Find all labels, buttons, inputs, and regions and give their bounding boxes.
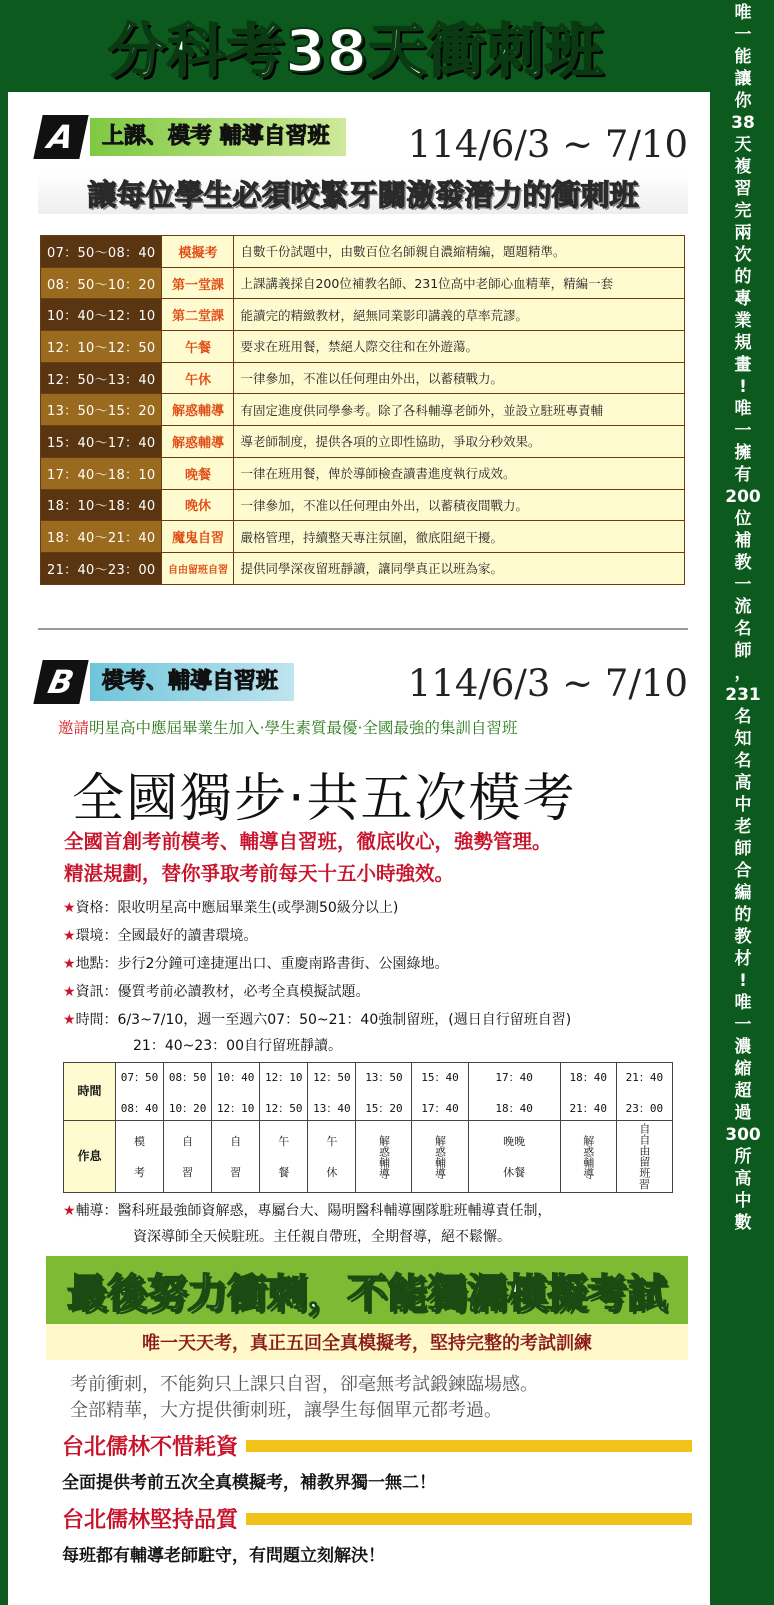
schedule-row [41, 457, 685, 489]
grid-time-cell [468, 1063, 560, 1121]
banner-bar [246, 1440, 692, 1452]
schedule-row [41, 331, 685, 363]
schedule-label: 第二堂課 [162, 299, 234, 331]
bullet-location [63, 953, 448, 973]
schedule-time: 12：10～12：50 [41, 331, 162, 363]
side-text-char: 合 [734, 861, 752, 881]
bullet-tutoring [63, 1200, 552, 1220]
daily-schedule-table [40, 235, 685, 585]
side-text-char: 畫 [734, 355, 752, 375]
side-text-char: 你 [734, 91, 752, 111]
schedule-description: 一律在班用餐，俾於導師檢查讀書進度執行成效。 [234, 457, 685, 489]
section-b [38, 660, 688, 704]
schedule-label: 模擬考 [162, 236, 234, 268]
grid-time-start: 18：40 [569, 1071, 608, 1084]
closing-line-1: 考前衝刺，不能夠只上課只自習，卻毫無考試鍛鍊臨場感。 [70, 1374, 538, 1395]
side-text-char: 一 [734, 421, 752, 441]
side-text-char: 知 [734, 729, 752, 749]
grid-time-cell [212, 1063, 260, 1121]
side-text-char: 高 [734, 1169, 752, 1189]
schedule-time: 21：40～23：00 [41, 552, 162, 584]
schedule-description: 上課講義採自200位補教名師、231位高中老師心血精華，精編一套 [234, 267, 685, 299]
exam-banner-title: 最後努力衝刺，不能獨漏模擬考試 [46, 1256, 688, 1324]
side-text-char: 唯 [734, 399, 752, 419]
side-text-char: 位 [734, 509, 752, 529]
schedule-row [41, 426, 685, 458]
grid-activity-top: 解惑輔導 [433, 1134, 447, 1179]
schedule-description: 一律參加，不准以任何理由外出，以蓄積夜間戰力。 [234, 489, 685, 521]
grid-time-start: 12：10 [265, 1071, 303, 1084]
grid-time-start: 15：40 [421, 1071, 459, 1084]
grid-activity-bottom: 習 [230, 1165, 242, 1179]
schedule-description: 提供同學深夜留班靜讀，讓同學真正以班為家。 [234, 552, 685, 584]
star-icon: ★ [63, 984, 76, 1000]
grid-activity-bottom: 休餐 [503, 1165, 526, 1179]
schedule-row [41, 521, 685, 553]
schedule-time: 17：40～18：10 [41, 457, 162, 489]
exam-banner [46, 1256, 688, 1360]
bullet-text: 地點：步行2分鐘可達捷運出口、重慶南路書街、公園綠地。 [75, 956, 449, 972]
bullet-text: 資格：限收明星高中應屆畢業生(或學測50級分以上) [75, 900, 399, 916]
grid-time-start: 13：50 [365, 1071, 403, 1084]
grid-activity-cell [308, 1121, 356, 1193]
side-text-char: 複 [734, 157, 752, 177]
bullet-time-continued: 21：40~23：00自行留班靜讀。 [133, 1038, 342, 1054]
section-b-date: 114/6/3 ~ 7/10 [407, 662, 688, 705]
schedule-row [41, 552, 685, 584]
bullet-text: 時間：6/3~7/10，週一至週六07：50~21：40強制留班，(週日自行留班自習) [75, 1012, 572, 1028]
side-text-char: 老 [734, 817, 752, 837]
grid-time-start: 10：40 [216, 1071, 255, 1084]
side-text-char: 名 [734, 707, 752, 727]
schedule-description: 能讀完的精緻教材，絕無同業影印講義的草率荒謬。 [234, 299, 685, 331]
side-text-char: 補 [734, 531, 752, 551]
schedule-time: 18：40～21：40 [41, 521, 162, 553]
side-text-char: 231 [725, 685, 761, 705]
banner-bar [246, 1513, 692, 1525]
side-text-char: 一 [734, 1015, 752, 1035]
grid-time-end: 10：20 [168, 1102, 207, 1115]
section-a-date: 114/6/3 ~ 7/10 [407, 123, 688, 166]
bullet-text: 環境：全國最好的讀書環境。 [75, 928, 258, 944]
section-a-letter: A [33, 115, 88, 159]
grid-time-cell [616, 1063, 672, 1121]
side-text-char: 200 [725, 487, 761, 507]
exam-banner-subtitle: 唯一天天考，真正五回全真模擬考，堅持完整的考試訓練 [46, 1324, 688, 1360]
star-icon: ★ [63, 928, 76, 944]
highlight-line-2: 精湛規劃，替你爭取考前每天十五小時強效。 [64, 862, 455, 885]
grid-activity-top: 午 [326, 1134, 338, 1148]
side-text-char: 材 [734, 949, 752, 969]
side-text-char: 專 [734, 289, 752, 309]
section-b-title: 模考、輔導自習班 [90, 663, 294, 701]
grid-activity-bottom: 習 [638, 1177, 650, 1191]
side-text-char: 300 [725, 1125, 761, 1145]
grid-time-start: 17：40 [495, 1071, 533, 1084]
grid-activity-bottom: 習 [182, 1165, 194, 1179]
side-text-char: 流 [734, 597, 752, 617]
schedule-label: 解惑輔導 [162, 394, 234, 426]
left-border [0, 92, 8, 1605]
grid-time-end: 12：10 [216, 1102, 255, 1115]
banner-no-cost-spared-text: 台北儒林不惜耗資 [62, 1435, 239, 1460]
side-text-char: 能 [734, 47, 752, 67]
section-a-title: 上課、模考 輔導自習班 [90, 118, 346, 156]
page-title: 分科考38天衝刺班 [108, 17, 604, 85]
grid-time-end: 13：40 [313, 1102, 351, 1115]
side-text-char: 唯 [734, 3, 752, 23]
side-text-char: 超 [734, 1081, 752, 1101]
grid-activity-top: 模 [134, 1134, 146, 1148]
side-text-char: 高 [734, 773, 752, 793]
closing-line-2: 全部精華，大方提供衝刺班，讓學生每個單元都考過。 [70, 1400, 502, 1421]
schedule-label: 第一堂課 [162, 267, 234, 299]
grid-activity-top: 自自由留班 [637, 1122, 651, 1178]
schedule-label: 晚休 [162, 489, 234, 521]
side-text-char: 縮 [734, 1059, 752, 1079]
schedule-row [41, 489, 685, 521]
grid-time-end: 23：00 [625, 1102, 664, 1115]
grid-time-cell [560, 1063, 616, 1121]
side-text-char: 編 [734, 883, 752, 903]
star-icon: ★ [63, 1203, 76, 1219]
grid-activity-cell [356, 1121, 412, 1193]
highlight-line-1: 全國首創考前模考、輔導自習班，徹底收心，強勢管理。 [64, 830, 552, 853]
big-title: 全國獨步‧共五次模考 [72, 769, 577, 829]
schedule-description: 有固定進度供同學參考。除了各科輔導老師外，並設立駐班專責輔 [234, 394, 685, 426]
banner-quality-text: 台北儒林堅持品質 [62, 1508, 239, 1533]
side-text-char: 教 [734, 927, 752, 947]
side-text-char: 的 [734, 905, 752, 925]
bullet-text: 輔導：醫科班最強師資解惑，專屬台大、陽明醫科輔導團隊駐班輔導責任制， [75, 1203, 552, 1219]
schedule-label: 晚餐 [162, 457, 234, 489]
grid-time-end: 12：50 [265, 1102, 303, 1115]
side-text-char: 業 [734, 311, 752, 331]
schedule-time: 18：10～18：40 [41, 489, 162, 521]
side-text-char: 天 [734, 135, 752, 155]
grid-time-cell [412, 1063, 468, 1121]
banner-no-cost-spared [62, 1430, 692, 1461]
grid-activity-cell [116, 1121, 164, 1193]
grid-time-start: 07：50 [120, 1071, 159, 1084]
section-a-slogan: 讓每位學生必須咬緊牙關激發潛力的衝刺班 [38, 173, 688, 214]
schedule-description: 一律參加，不准以任何理由外出，以蓄積戰力。 [234, 362, 685, 394]
side-text-char: 中 [734, 1191, 752, 1211]
side-banner [712, 0, 774, 1605]
side-text-char: 數 [734, 1213, 752, 1233]
side-text-char: 名 [734, 751, 752, 771]
grid-activity-cell [412, 1121, 468, 1193]
grid-time-end: 21：40 [569, 1102, 608, 1115]
schedule-time: 07：50～08：40 [41, 236, 162, 268]
grid-activity-cell [260, 1121, 308, 1193]
grid-header-time: 時間 [64, 1063, 116, 1121]
schedule-row [41, 362, 685, 394]
bullet-time [63, 1009, 571, 1029]
invite-red: 邀請 [58, 719, 90, 737]
side-text-char: ! [739, 971, 747, 991]
schedule-label: 午餐 [162, 331, 234, 363]
bullet-tutoring-continued: 資深導師全天候駐班。主任親自帶班，全期督導，絕不鬆懈。 [133, 1229, 511, 1245]
grid-time-cell [116, 1063, 164, 1121]
bullet-text: 資訊：優質考前必讀教材，必考全真模擬試題。 [75, 984, 370, 1000]
schedule-label: 解惑輔導 [162, 426, 234, 458]
grid-time-end: 15：20 [365, 1102, 403, 1115]
star-icon: ★ [63, 900, 76, 916]
grid-time-end: 08：40 [120, 1102, 159, 1115]
side-text-char: 一 [734, 25, 752, 45]
side-text-char: 有 [734, 465, 752, 485]
schedule-time: 15：40～17：40 [41, 426, 162, 458]
grid-time-cell [356, 1063, 412, 1121]
grid-time-start: 08：50 [168, 1071, 207, 1084]
schedule-time: 12：50～13：40 [41, 362, 162, 394]
schedule-description: 要求在班用餐，禁絕人際交往和在外遊蕩。 [234, 331, 685, 363]
side-text-char: 規 [734, 333, 752, 353]
schedule-description: 嚴格管理，持續整天專注氛圍，徹底阻絕干擾。 [234, 521, 685, 553]
grid-activity-cell [616, 1121, 672, 1193]
grid-activity-top: 午 [278, 1134, 290, 1148]
schedule-label: 自由留班自習 [162, 552, 234, 584]
schedule-row [41, 394, 685, 426]
tutor-statement: 每班都有輔導老師駐守，有問題立刻解決！ [62, 1546, 385, 1566]
banner-quality [62, 1503, 692, 1534]
side-text-char: 完 [734, 201, 752, 221]
grid-activity-top: 解惑輔導 [581, 1134, 595, 1179]
schedule-row [41, 267, 685, 299]
side-text-char: 濃 [734, 1037, 752, 1057]
grid-time-start: 21：40 [625, 1071, 664, 1084]
grid-activity-top: 自 [182, 1134, 194, 1148]
side-text-char: 師 [734, 641, 752, 661]
side-text-char: 所 [734, 1147, 752, 1167]
schedule-label: 魔鬼自習 [162, 521, 234, 553]
side-text-char: 過 [734, 1103, 752, 1123]
grid-time-cell [308, 1063, 356, 1121]
side-text-char: 名 [734, 619, 752, 639]
schedule-time: 10：40～12：10 [41, 299, 162, 331]
side-text-char: ! [739, 377, 747, 397]
invite-text: 明星高中應屆畢業生加入‧學生素質最優‧全國最強的集訓自習班 [89, 719, 518, 737]
section-divider [38, 628, 688, 630]
side-text-char: 兩 [734, 223, 752, 243]
schedule-time: 13：50～15：20 [41, 394, 162, 426]
bullet-info [63, 981, 370, 1001]
schedule-row [41, 236, 685, 268]
side-text-char: 教 [734, 553, 752, 573]
side-text-char: 唯 [734, 993, 752, 1013]
grid-activity-top: 自 [230, 1134, 242, 1148]
grid-activity-top: 晚晚 [503, 1134, 526, 1148]
bullet-qualification [63, 897, 398, 917]
side-text-char: 中 [734, 795, 752, 815]
side-text-char: 的 [734, 267, 752, 287]
star-icon: ★ [63, 956, 76, 972]
grid-activity-cell [164, 1121, 212, 1193]
schedule-row [41, 299, 685, 331]
schedule-time: 08：50～10：20 [41, 267, 162, 299]
grid-time-end: 18：40 [495, 1102, 533, 1115]
section-a [38, 115, 688, 214]
side-text-char: 師 [734, 839, 752, 859]
grid-activity-bottom: 考 [134, 1165, 146, 1179]
side-text-char: 習 [734, 179, 752, 199]
schedule-description: 導老師制度，提供各項的立即性協助，爭取分秒效果。 [234, 426, 685, 458]
grid-activity-bottom: 餐 [278, 1165, 290, 1179]
section-b-letter: B [33, 660, 88, 704]
grid-time-cell [260, 1063, 308, 1121]
grid-time-cell [164, 1063, 212, 1121]
side-text-char: 讓 [734, 69, 752, 89]
grid-activity-cell [468, 1121, 560, 1193]
star-icon: ★ [63, 1012, 76, 1028]
mock-exam-statement: 全面提供考前五次全真模擬考，補教界獨一無二！ [62, 1473, 436, 1493]
grid-header-activity: 作息 [64, 1121, 116, 1193]
grid-activity-cell [560, 1121, 616, 1193]
side-text-char: 一 [734, 575, 752, 595]
page-header [0, 0, 712, 92]
bullet-environment [63, 925, 258, 945]
side-text-char: 38 [731, 113, 755, 133]
side-text-char: 次 [734, 245, 752, 265]
grid-activity-bottom: 休 [326, 1165, 338, 1179]
schedule-label: 午休 [162, 362, 234, 394]
timetable-grid [63, 1062, 673, 1193]
grid-time-start: 12：50 [313, 1071, 351, 1084]
grid-time-end: 17：40 [421, 1102, 459, 1115]
grid-activity-cell [212, 1121, 260, 1193]
side-text-char: 擁 [734, 443, 752, 463]
invite-line [58, 716, 517, 738]
grid-activity-top: 解惑輔導 [377, 1134, 391, 1179]
side-text-char: ， [734, 663, 752, 683]
schedule-description: 自數千份試題中，由數百位名師親自濃縮精編，題題精準。 [234, 236, 685, 268]
